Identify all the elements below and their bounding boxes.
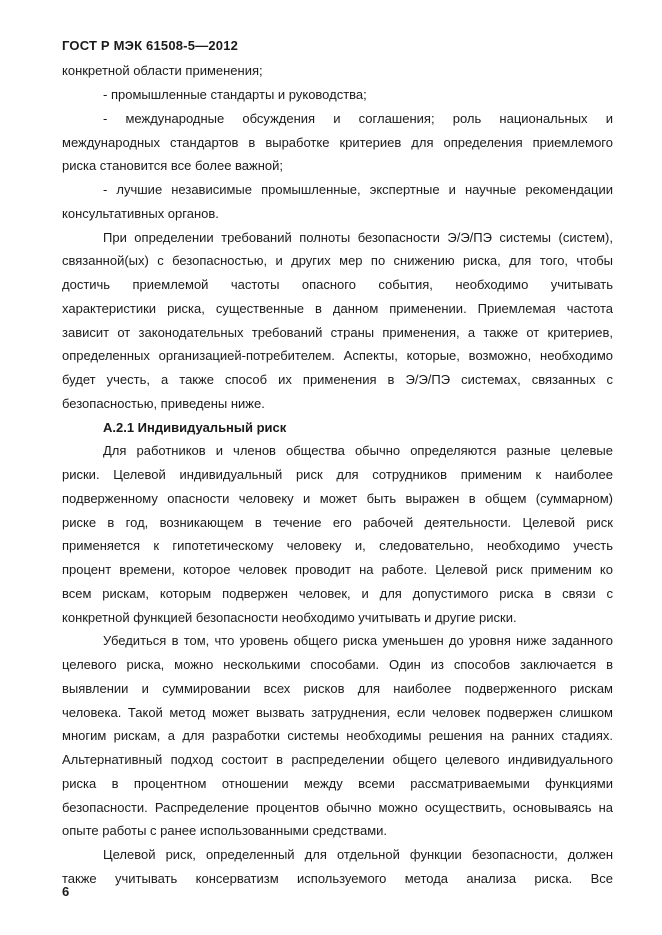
document-header: ГОСТ Р МЭК 61508-5—2012 [62, 38, 239, 53]
paragraph-line: подверженному опасности человеку и может быть выражен в общем (суммарном) [62, 491, 613, 506]
paragraph-line: также учитывать консерватизм используемого метода анализа риска. Все [62, 871, 613, 886]
text-line: риска становится все более важной; [62, 158, 283, 173]
list-item: - промышленные стандарты и руководства; [103, 87, 367, 102]
text-line: международных стандартов в выработке критериев для определения приемлемого [62, 135, 613, 150]
list-item: - лучшие независимые промышленные, экспертные и научные рекомендации [103, 182, 613, 197]
paragraph-line: многим рискам, а для разработки системы необходимы решения на ранних стадиях. [62, 728, 613, 743]
paragraph-line: Целевой риск, определенный для отдельной функции безопасности, должен [103, 847, 613, 862]
paragraph-line: риски. Целевой индивидуальный риск для сотрудников применим к наиболее [62, 467, 613, 482]
paragraph-line: безопасности. Распределение процентов обычно можно осуществить, основываясь на [62, 800, 613, 815]
text-line: консультативных органов. [62, 206, 219, 221]
paragraph-line: Убедиться в том, что уровень общего риска уменьшен до уровня ниже заданного [103, 633, 613, 648]
paragraph-line: риске в год, возникающем в течение его рабочей деятельности. Целевой риск [62, 515, 613, 530]
paragraph-line: При определении требований полноты безопасности Э/Э/ПЭ системы (систем), [103, 230, 613, 245]
paragraph-line: человека. Такой метод может вызвать затруднения, если человек подвержен слишком [62, 705, 613, 720]
paragraph-line: всем рискам, которым подвержен человек, и для допустимого риска в связи с [62, 586, 613, 601]
paragraph-line: процент времени, которое человек проводит на работе. Целевой риск применим ко [62, 562, 613, 577]
paragraph-line: определенных организацией-потребителем. Аспекты, которые, возможно, необходимо [62, 348, 613, 363]
list-item: - международные обсуждения и соглашения; роль национальных и [103, 111, 613, 126]
text-line: конкретной области применения; [62, 63, 263, 78]
paragraph-line: риска в процентном отношении между всеми рассматриваемыми функциями [62, 776, 613, 791]
section-heading: А.2.1 Индивидуальный риск [103, 420, 287, 435]
page-number: 6 [62, 884, 70, 899]
paragraph-line: целевого риска, можно несколькими способами. Один из способов заключается в [62, 657, 613, 672]
paragraph-line: Альтернативный подход состоит в распределении общего целевого индивидуального [62, 752, 613, 767]
paragraph-line: применяется к гипотетическому человеку и, следовательно, необходимо учесть [62, 538, 613, 553]
paragraph-line: безопасностью, приведены ниже. [62, 396, 265, 411]
paragraph-line: зависит от законодательных требований страны применения, а также от критериев, [62, 325, 613, 340]
paragraph-line: Для работников и членов общества обычно определяются разные целевые [103, 443, 613, 458]
paragraph-line: конкретной функцией безопасности необходимо учитывать и другие риски. [62, 610, 517, 625]
paragraph-line: выявлении и суммировании всех рисков для наиболее подверженного рискам [62, 681, 613, 696]
paragraph-line: связанной(ых) с безопасностью, и других мер по снижению риска, для того, чтобы [62, 253, 613, 268]
paragraph-line: будет учесть, а также способ их применения в Э/Э/ПЭ системах, связанных с [62, 372, 613, 387]
paragraph-line: достичь приемлемой частоты опасного события, необходимо учитывать [62, 277, 613, 292]
paragraph-line: характеристики риска, существенные в данном применении. Приемлемая частота [62, 301, 613, 316]
paragraph-line: опыте работы с ранее использованными средствами. [62, 823, 388, 838]
